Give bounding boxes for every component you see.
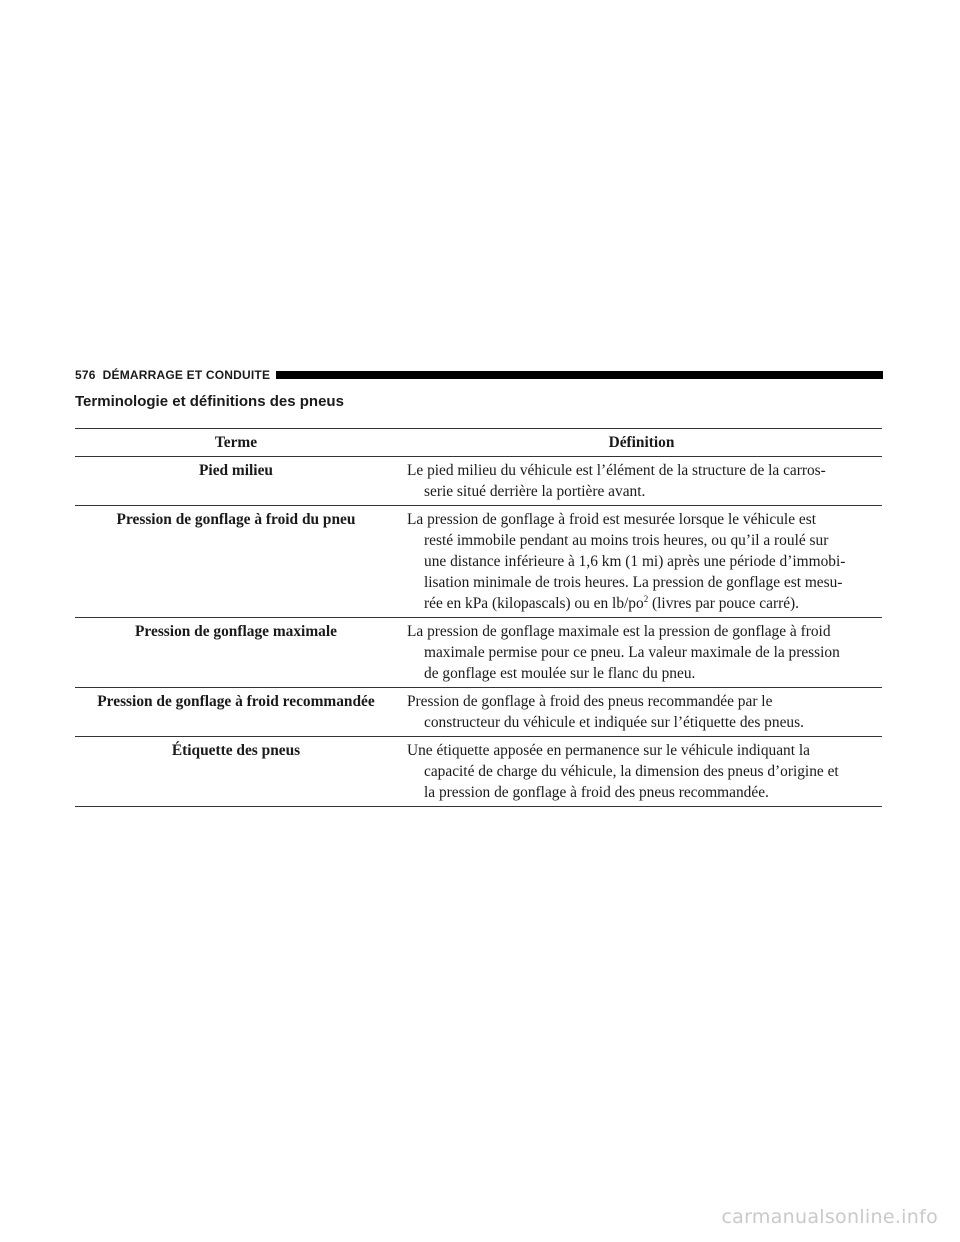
definition-line: La pression de gonflage à froid est mesurée lorsque le véhicule est <box>407 511 816 528</box>
definition-text: (livres par pouce carré). <box>648 595 800 612</box>
definition-cell <box>397 618 882 688</box>
section-title: DÉMARRAGE ET CONDUITE <box>102 368 271 382</box>
table-row <box>75 737 882 807</box>
table-header-row <box>75 429 882 457</box>
terms-table <box>75 428 882 807</box>
definition-line: resté immobile pendant au moins trois heures, ou qu’il a roulé sur <box>424 532 829 549</box>
definition-line: constructeur du véhicule et indiquée sur l’étiquette des pneus. <box>424 714 804 731</box>
page-header <box>75 366 883 384</box>
definition-line: la pression de gonflage à froid des pneus recommandée. <box>424 784 769 801</box>
definition-line: de gonflage est moulée sur le flanc du pneu. <box>424 665 696 682</box>
definition-line: La pression de gonflage maximale est la pression de gonflage à froid <box>407 623 831 640</box>
superscript-two: 2 <box>643 594 649 604</box>
term-cell: Étiquette des pneus <box>75 737 397 807</box>
column-header-definition: Définition <box>397 429 882 457</box>
definition-line: Le pied milieu du véhicule est l’élément de la structure de la carros- <box>407 462 826 479</box>
table-row <box>75 506 882 618</box>
table-row <box>75 618 882 688</box>
table-row <box>75 457 882 506</box>
definition-line: Pression de gonflage à froid des pneus recommandée par le <box>407 693 773 710</box>
column-header-term: Terme <box>75 429 397 457</box>
term-cell: Pression de gonflage à froid du pneu <box>75 506 397 618</box>
header-rule <box>276 371 883 379</box>
definition-line: serie situé derrière la portière avant. <box>424 483 646 500</box>
definition-line: Une étiquette apposée en permanence sur le véhicule indiquant la <box>407 742 810 759</box>
term-cell: Pression de gonflage à froid recommandée <box>75 688 397 737</box>
term-cell: Pression de gonflage maximale <box>75 618 397 688</box>
page-title: Terminologie et définitions des pneus <box>75 393 344 410</box>
definition-cell <box>397 457 882 506</box>
definition-text: rée en kPa (kilopascals) ou en lb/po <box>424 595 644 612</box>
definition-line: une distance inférieure à 1,6 km (1 mi) après une période d’immobi- <box>424 553 846 570</box>
watermark: carmanualsonline.info <box>721 1206 938 1228</box>
definition-cell <box>397 737 882 807</box>
page-number: 576 <box>75 368 96 382</box>
definition-line: maximale permise pour ce pneu. La valeur maximale de la pression <box>424 644 840 661</box>
definition-line <box>407 593 872 614</box>
definition-line: capacité de charge du véhicule, la dimension des pneus d’origine et <box>424 763 839 780</box>
definition-cell <box>397 506 882 618</box>
table-row <box>75 688 882 737</box>
term-cell: Pied milieu <box>199 462 273 479</box>
definition-line: lisation minimale de trois heures. La pression de gonflage est mesu- <box>424 574 843 591</box>
definition-cell <box>397 688 882 737</box>
